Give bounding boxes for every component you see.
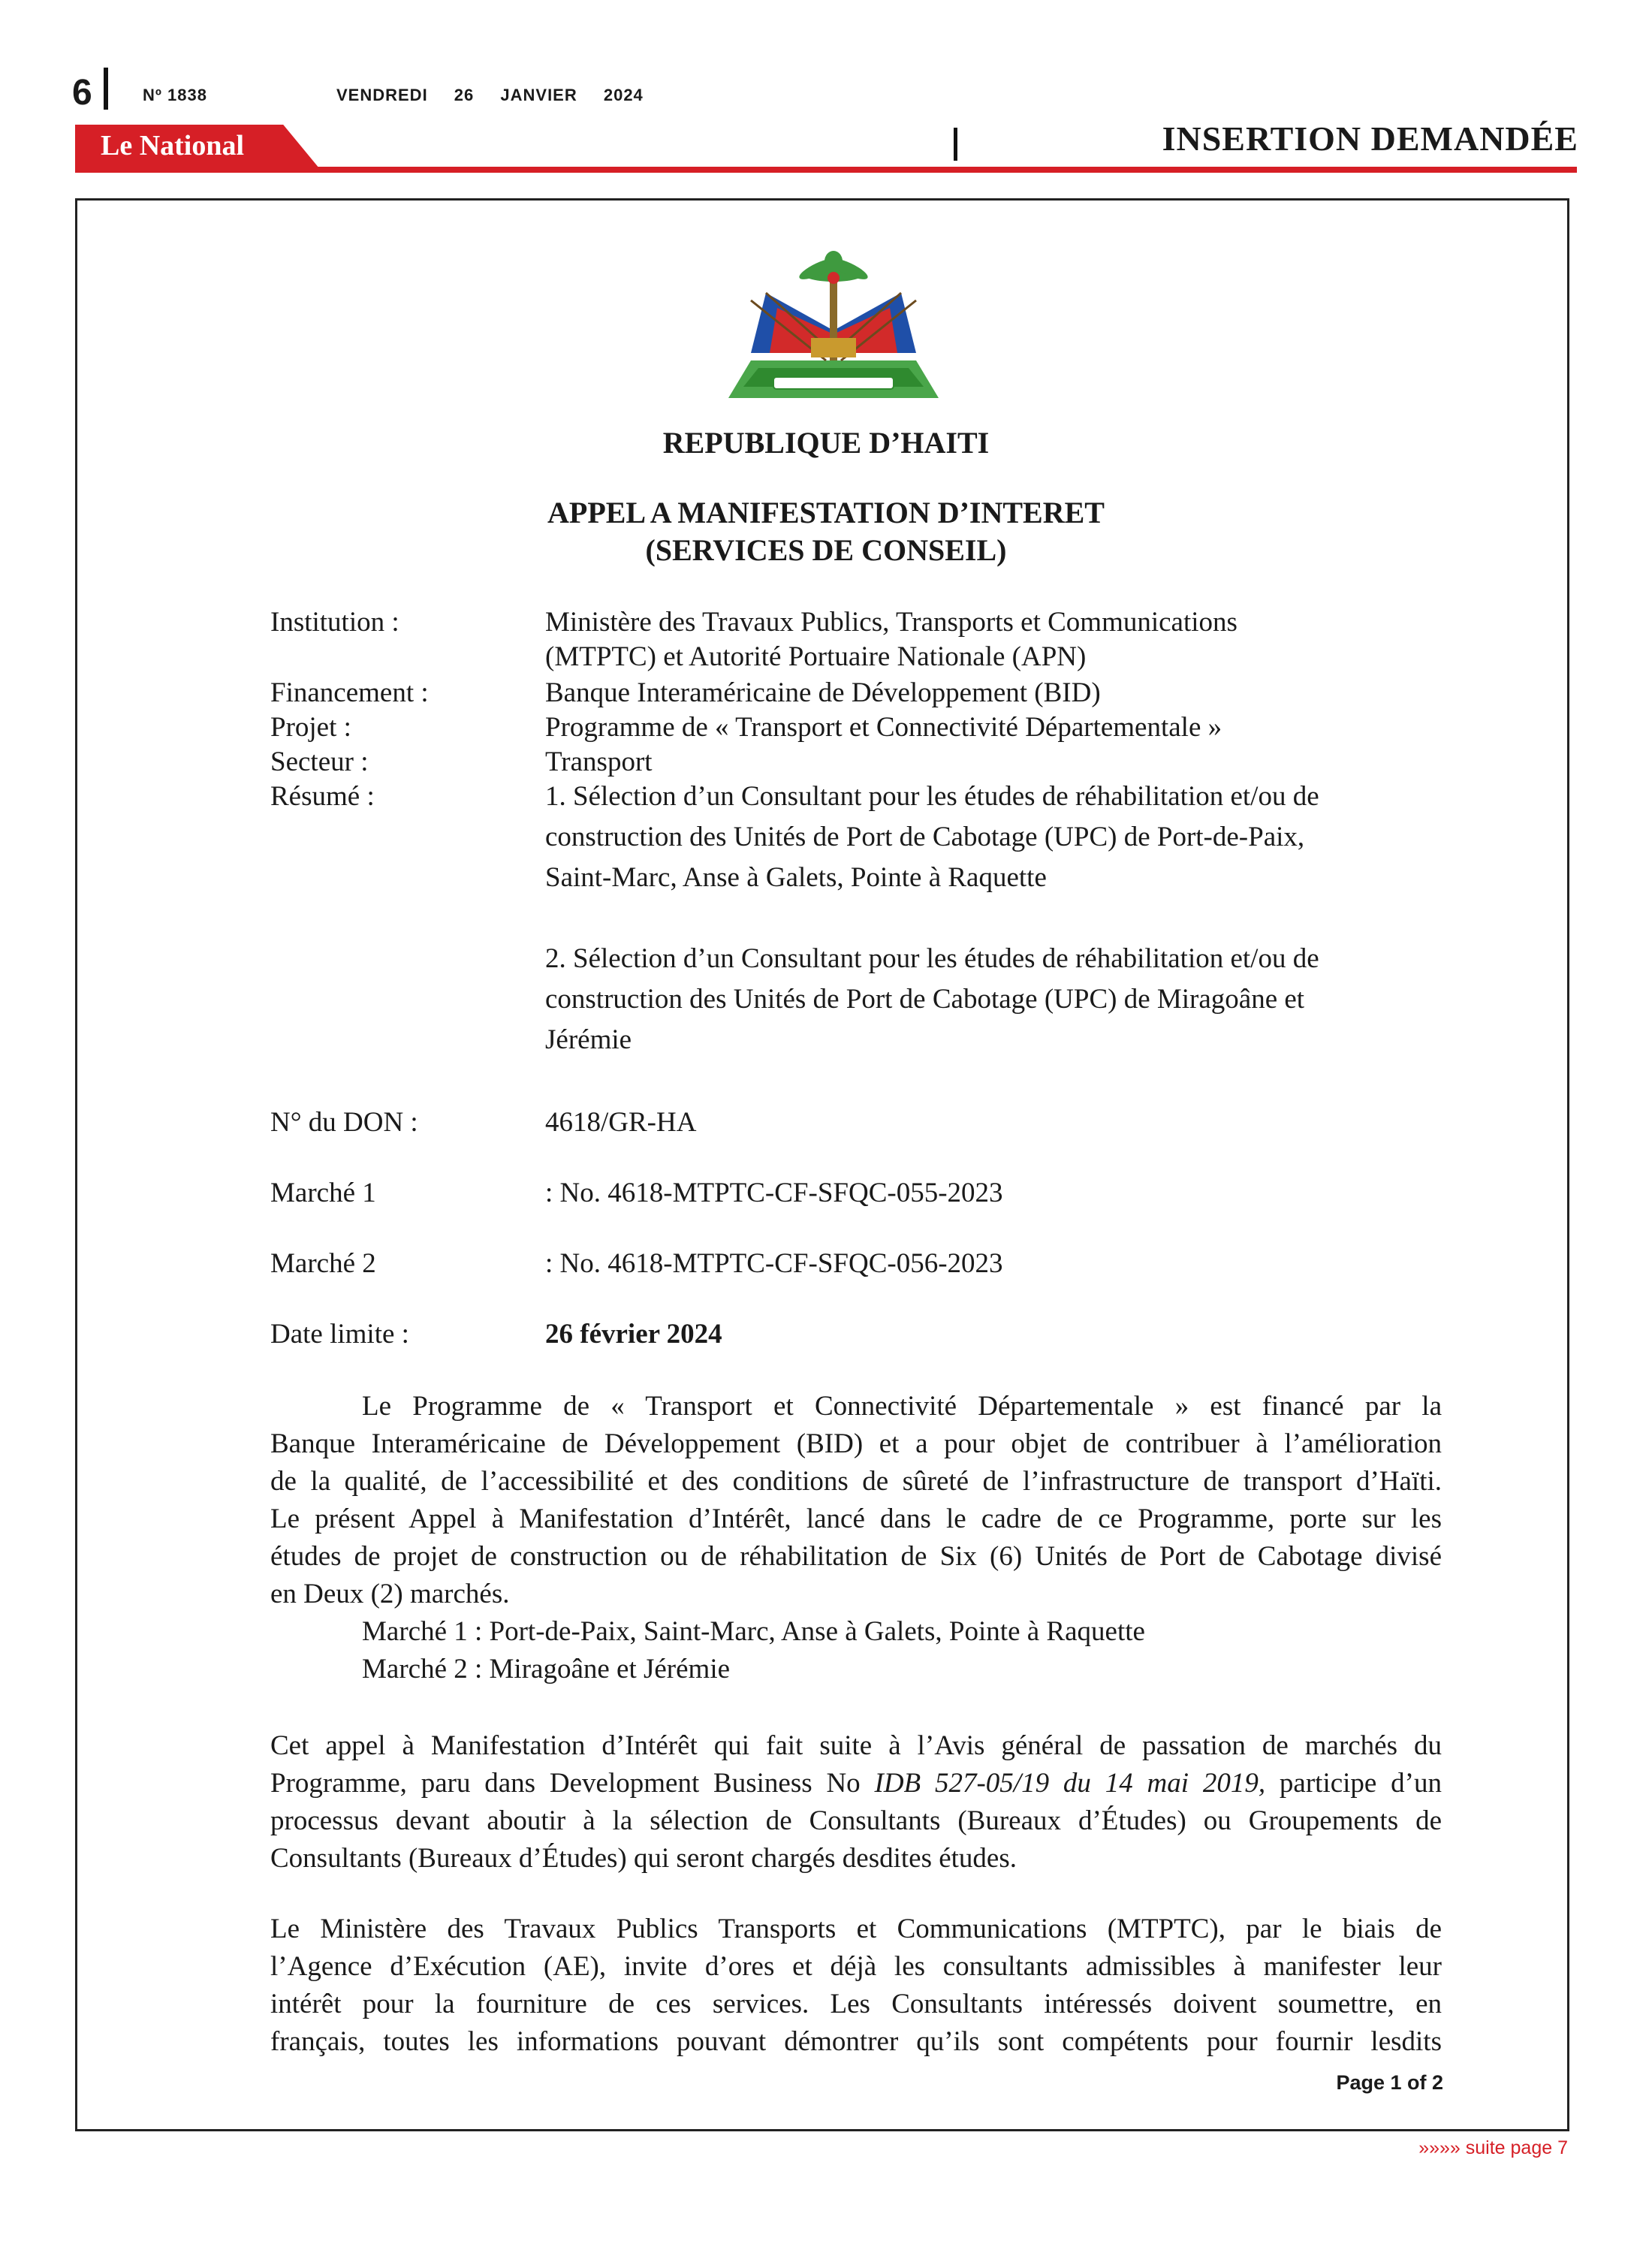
resume-line: Jérémie [545,1024,632,1055]
institution-line: Ministère des Travaux Publics, Transports et Communications [545,607,1237,638]
issue-date: VENDREDI 26 JANVIER 2024 [336,86,644,104]
projet-label: Projet : [270,712,351,743]
paragraph-line: Le Ministère des Travaux Publics Transports et Communications (MTPTC), par le biais de [270,1914,1442,1944]
haiti-coat-of-arms-icon [721,248,946,413]
secteur-label: Secteur : [270,746,369,777]
page-number: 6 [72,73,92,113]
section-title: INSERTION DEMANDÉE [1162,119,1578,158]
notice-title-sub: (SERVICES DE CONSEIL) [645,533,1007,567]
paragraph-line: l’Agence d’Exécution (AE), invite d’ores et déjà les consultants admissibles à manifester leur [270,1951,1442,1982]
projet-value: Programme de « Transport et Connectivité Départementale » [545,712,1222,743]
paragraph-ministere [270,1911,1442,2061]
paragraph-line: en Deux (2) marchés. [270,1579,510,1609]
marche1-summary: Marché 1 : Port-de-Paix, Saint-Marc, Anse à Galets, Pointe à Raquette [362,1616,1145,1647]
resume-line: construction des Unités de Port de Cabotage (UPC) de Miragoâne et [545,984,1305,1015]
paragraph-line: processus devant aboutir à la sélection de Consultants (Bureaux d’Études) ou Groupements de [270,1805,1442,1836]
resume-line: Saint-Marc, Anse à Galets, Pointe à Raquette [545,862,1047,893]
paragraph-line: études de projet de construction ou de réhabilitation de Six (6) Unités de Port de Cabotage divisé [270,1541,1442,1572]
don-value: 4618/GR-HA [545,1107,697,1138]
resume-item-1 [545,777,1439,898]
resume-line: construction des Unités de Port de Cabotage (UPC) de Port-de-Paix, [545,822,1305,852]
resume-label: Résumé : [270,781,375,812]
resume-line: 2. Sélection d’un Consultant pour les études de réhabilitation et/ou de [545,943,1319,974]
paragraph-line: de la qualité, de l’accessibilité et des conditions de sûreté de l’infrastructure de transport d’Haïti. [270,1466,1442,1497]
paragraph-line [270,1765,1442,1802]
don-label: N° du DON : [270,1107,418,1138]
institution-value [545,605,1439,674]
paragraph-line: français, toutes les informations pouvant démontrer qu’ils sont compétents pour fournir lesdits [270,2026,1442,2057]
marche1-label: Marché 1 [270,1178,376,1208]
date-limite-label: Date limite : [270,1319,409,1350]
document-page-number: Page 1 of 2 [1336,2071,1443,2094]
resume-line: 1. Sélection d’un Consultant pour les études de réhabilitation et/ou de [545,781,1319,812]
paragraph-line: Consultants (Bureaux d’Études) qui seront chargés desdites études. [270,1843,1017,1874]
paragraph-text: Programme, paru dans Development Business No [270,1768,875,1799]
institution-line: (MTPTC) et Autorité Portuaire Nationale (APN) [545,641,1087,672]
resume-item-2 [545,939,1439,1060]
section-divider [954,128,957,161]
notice-title-main: APPEL A MANIFESTATION D’INTERET [547,496,1105,529]
institution-label: Institution : [270,607,399,638]
secteur-value: Transport [545,746,653,777]
paragraph-avis [270,1727,1442,1878]
paragraph-line: Cet appel à Manifestation d’Intérêt qui fait suite à l’Avis général de passation de marchés du [270,1730,1442,1761]
marche2-label: Marché 2 [270,1248,376,1279]
continued-link[interactable]: »»»» suite page 7 [1418,2137,1568,2158]
date-limite-value: 26 février 2024 [545,1319,722,1350]
paragraph-line: Le Programme de « Transport et Connectivité Départementale » est financé par la [362,1391,1442,1422]
issue-number: Nº 1838 [143,86,207,104]
paragraph-line: intérêt pour la fourniture de ces services. Les Consultants intéressés doivent soumettre, en [270,1989,1442,2019]
paragraph-line: Banque Interaméricaine de Développement (BID) et a pour objet de contribuer à l’amélioration [270,1428,1442,1459]
newspaper-name: Le National [101,130,245,161]
marche2-summary: Marché 2 : Miragoâne et Jérémie [362,1654,731,1684]
financement-label: Financement : [270,677,429,708]
marche2-value: : No. 4618-MTPTC-CF-SFQC-056-2023 [545,1248,1003,1279]
idb-reference: IDB 527-05/19 du 14 mai 2019, [874,1768,1266,1799]
financement-value: Banque Interaméricaine de Développement (BID) [545,677,1101,708]
paragraph-programme [270,1388,1442,1688]
marche1-value: : No. 4618-MTPTC-CF-SFQC-055-2023 [545,1178,1003,1208]
paragraph-text: participe d’un [1265,1768,1442,1799]
country-title: REPUBLIQUE D’HAITI [662,426,990,460]
header-divider [104,68,108,110]
notice-title [0,494,1652,569]
paragraph-line: Le présent Appel à Manifestation d’Intérêt, lancé dans le cadre de ce Programme, porte sur les [270,1504,1442,1534]
